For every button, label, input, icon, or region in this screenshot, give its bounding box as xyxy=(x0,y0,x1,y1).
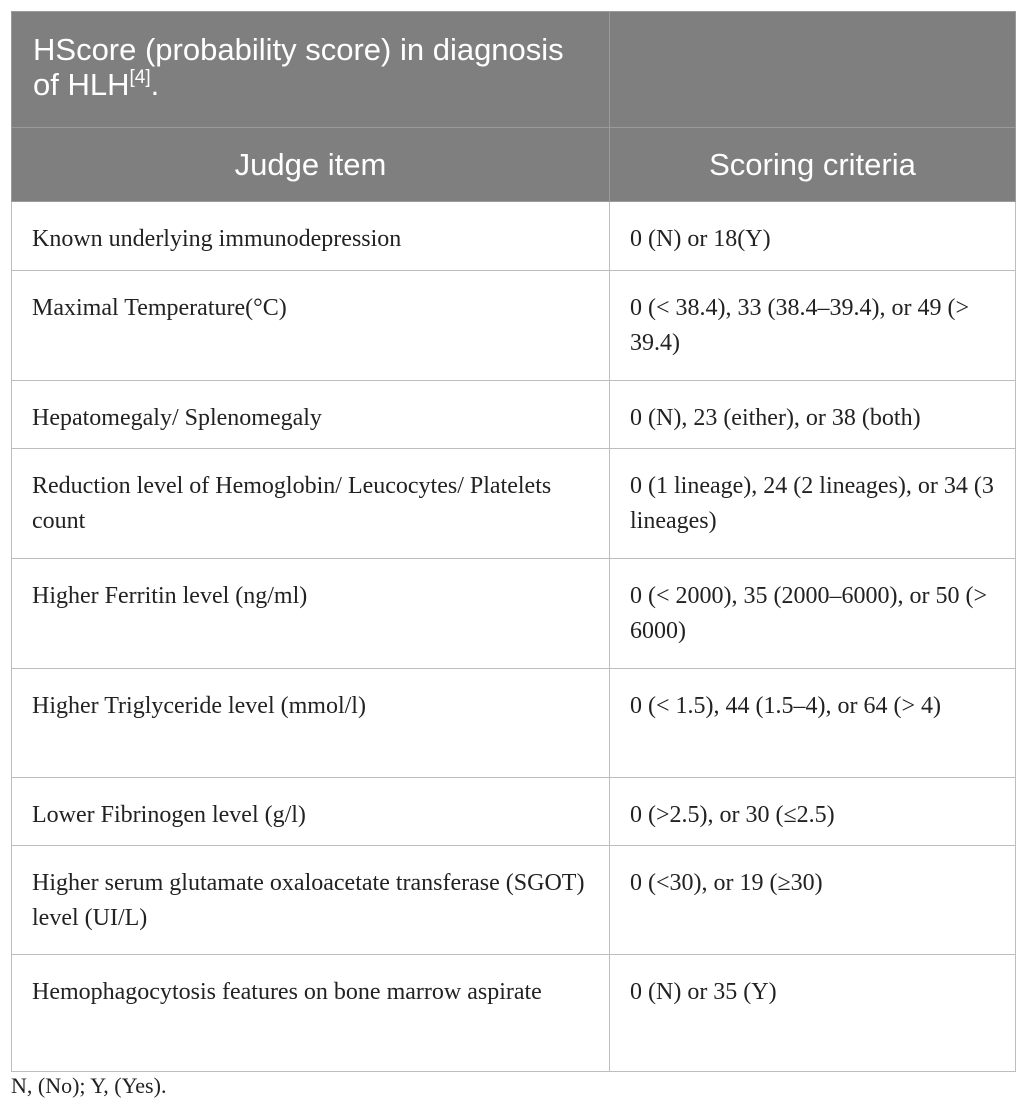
table-caption: HScore (probability score) in diagnosis of HLH[4]. xyxy=(12,12,610,128)
table-row xyxy=(12,778,1016,846)
judge-item-cell: Known underlying immunodepression xyxy=(12,202,610,271)
table-row xyxy=(12,846,1016,955)
table-row xyxy=(12,955,1016,1072)
table-row xyxy=(12,202,1016,271)
scoring-criteria-cell: 0 (>2.5), or 30 (≤2.5) xyxy=(610,778,1016,846)
table-row xyxy=(12,271,1016,381)
judge-item-cell: Hepatomegaly/ Splenomegaly xyxy=(12,381,610,449)
judge-item-cell: Maximal Temperature(°C) xyxy=(12,271,610,381)
scoring-criteria-cell: 0 (N), 23 (either), or 38 (both) xyxy=(610,381,1016,449)
table-row xyxy=(12,669,1016,778)
caption-empty-cell xyxy=(610,12,1016,128)
table-row xyxy=(12,559,1016,669)
judge-item-cell: Hemophagocytosis features on bone marrow aspirate xyxy=(12,955,610,1072)
table-row xyxy=(12,449,1016,559)
scoring-criteria-cell: 0 (1 lineage), 24 (2 lineages), or 34 (3 lineages) xyxy=(610,449,1016,559)
judge-item-cell: Lower Fibrinogen level (g/l) xyxy=(12,778,610,846)
header-row xyxy=(12,128,1016,202)
scoring-criteria-cell: 0 (N) or 18(Y) xyxy=(610,202,1016,271)
scoring-criteria-cell: 0 (< 38.4), 33 (38.4–39.4), or 49 (> 39.4) xyxy=(610,271,1016,381)
judge-item-cell: Higher Ferritin level (ng/ml) xyxy=(12,559,610,669)
judge-item-cell: Higher serum glutamate oxaloacetate transferase (SGOT) level (UI/L) xyxy=(12,846,610,955)
table-row xyxy=(12,381,1016,449)
hscore-table xyxy=(11,11,1016,1072)
table-footnote: N, (No); Y, (Yes). xyxy=(11,1073,167,1098)
scoring-criteria-cell: 0 (< 1.5), 44 (1.5–4), or 64 (> 4) xyxy=(610,669,1016,778)
scoring-criteria-cell: 0 (< 2000), 35 (2000–6000), or 50 (> 6000) xyxy=(610,559,1016,669)
scoring-criteria-cell: 0 (<30), or 19 (≥30) xyxy=(610,846,1016,955)
judge-item-cell: Higher Triglyceride level (mmol/l) xyxy=(12,669,610,778)
table-caption-row xyxy=(12,12,1016,128)
header-scoring-criteria: Scoring criteria xyxy=(610,128,1016,202)
scoring-criteria-cell: 0 (N) or 35 (Y) xyxy=(610,955,1016,1072)
header-judge-item: Judge item xyxy=(12,128,610,202)
judge-item-cell: Reduction level of Hemoglobin/ Leucocytes/ Platelets count xyxy=(12,449,610,559)
citation-ref: [4] xyxy=(129,67,151,88)
